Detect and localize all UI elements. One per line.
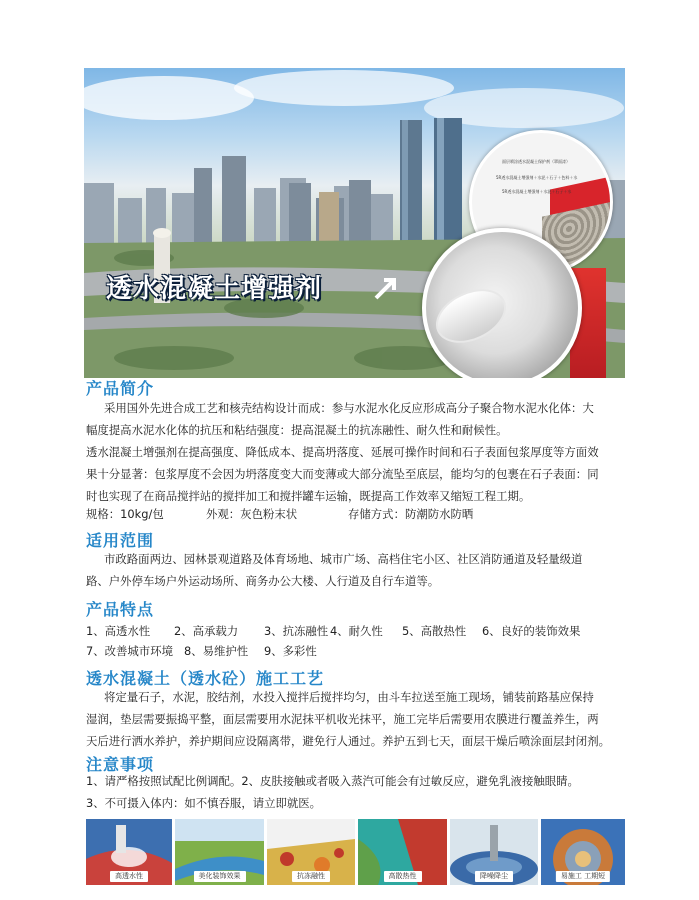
feature-item: 5、高散热性	[402, 624, 467, 638]
hero-banner	[84, 68, 625, 378]
scoop-icon	[427, 279, 514, 354]
intro-line-3: 透水混凝土增强剂在提高强度、降低成本、提高坍落度、延展可操作时间和石子表面包浆厚度等方面效	[86, 445, 599, 459]
spec-storage: 存储方式：防潮防水防晒	[348, 507, 474, 521]
process-heading: 透水混凝土（透水砼）施工工艺	[86, 669, 325, 688]
thumb-caption: 降噪降尘	[475, 871, 513, 882]
hero-title: 透水混凝土增强剂	[106, 274, 323, 304]
gallery-thumb	[541, 819, 625, 885]
layer-label-1: 面层喷涂透水混凝土保护剂（罩面漆）	[502, 159, 570, 164]
notes-line-2: 3、不可摄入体内：如不慎吞服，请立即就医。	[86, 796, 322, 810]
gallery-thumb	[175, 819, 264, 885]
process-line-3: 天后进行洒水养护，养护期间应设隔离带，避免行人通过。养护五到七天，面层干燥后喷涂面层封闭剂。	[86, 734, 610, 748]
feature-item: 6、良好的装饰效果	[482, 624, 581, 638]
intro-line-2: 幅度提高水泥水化体的抗压和粘结强度：提高混凝土的抗冻融性、耐久性和耐候性。	[86, 423, 508, 437]
feature-item: 2、高承载力	[174, 624, 239, 638]
thumb-caption: 高透水性	[110, 871, 148, 882]
feature-item: 4、耐久性	[330, 624, 383, 638]
intro-line-5: 时也实现了在商品搅拌站的搅拌加工和搅拌罐车运输，既提高工作效率又缩短工程工期。	[86, 489, 531, 503]
intro-heading: 产品简介	[86, 379, 155, 398]
notes-line-1: 1、请严格按照试配比例调配。2、皮肤接触或者吸入蒸汽可能会有过敏反应，避免乳液接触眼睛。	[86, 774, 579, 788]
process-line-2: 湿润，垫层需要振捣平整，面层需要用水泥抹平机收光抹平，施工完毕后需要用农膜进行覆盖养生，两	[86, 712, 599, 726]
thumb-caption: 抗冻融性	[292, 871, 330, 882]
feature-item: 3、抗冻融性	[264, 624, 329, 638]
process-line-1: 将定量石子，水泥，胶结剂，水投入搅拌后搅拌均匀，由斗车拉送至施工现场，铺装前路基应保持	[104, 690, 594, 704]
layer-label-2: 5R透水混凝土增强剂＋水泥＋石子＋色料＋水	[496, 175, 578, 180]
spec-appearance: 外观：灰色粉末状	[206, 507, 298, 521]
gallery-thumb	[267, 819, 355, 885]
powder-product-image	[422, 228, 582, 378]
gallery-thumb	[86, 819, 172, 885]
thumb-caption: 美化装饰效果	[194, 871, 246, 882]
intro-line-1: 采用国外先进合成工艺和核壳结构设计而成：参与水泥水化反应形成高分子聚合物水泥水化体：大	[104, 401, 594, 415]
spec-size: 规格：10kg/包	[86, 507, 164, 521]
feature-item: 7、改善城市环境	[86, 644, 173, 658]
thumb-caption: 易施工 工期短	[556, 871, 610, 882]
thumb-caption: 高散热性	[384, 871, 422, 882]
gallery-thumb	[450, 819, 538, 885]
scope-heading: 适用范围	[86, 531, 155, 550]
scope-line-2: 路、户外停车场户外运动场所、商务办公大楼、人行道及自行车道等。	[86, 574, 440, 588]
notes-heading: 注意事项	[86, 755, 155, 774]
intro-line-4: 果十分显著：包浆厚度不会因为坍落度变大而变薄或大部分流坠至底层，能均匀的包裹在石子表面：同	[86, 467, 599, 481]
feature-item: 9、多彩性	[264, 644, 317, 658]
feature-item: 1、高透水性	[86, 624, 151, 638]
layer-label-3: 5R透水混凝土增强剂＋水泥＋石子＋水	[502, 189, 572, 194]
features-heading: 产品特点	[86, 600, 155, 619]
feature-item: 8、易维护性	[184, 644, 249, 658]
scope-line-1: 市政路面两边、园林景观道路及体育场地、城市广场、高档住宅小区、社区消防通道及轻量级道	[104, 552, 583, 566]
gallery-thumb	[358, 819, 447, 885]
